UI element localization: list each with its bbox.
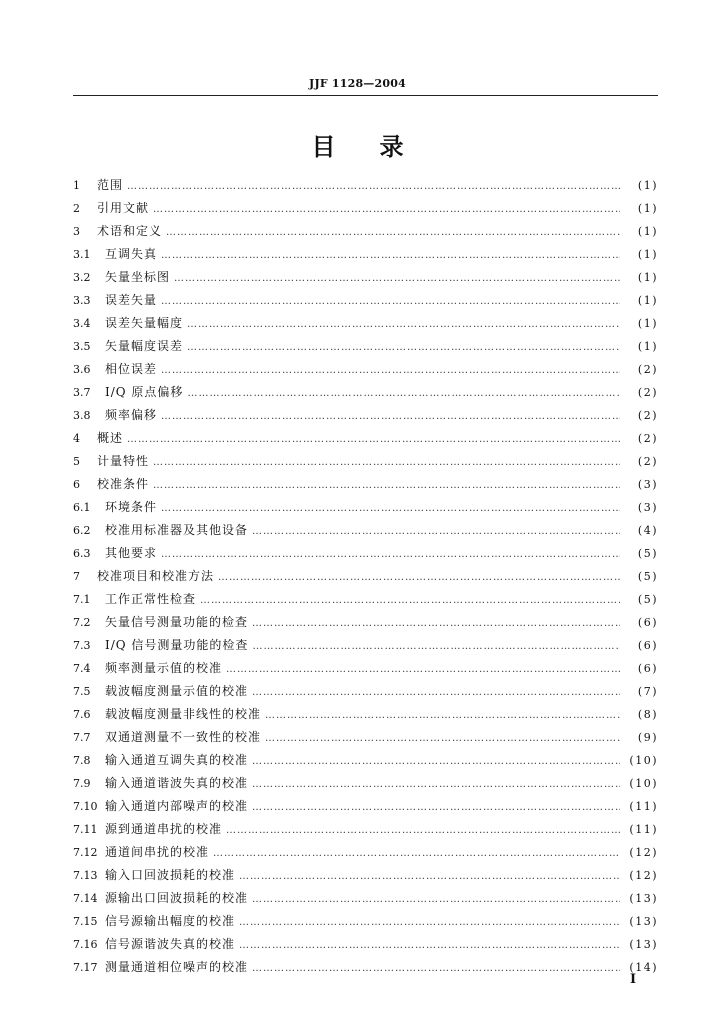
toc-entry-title: 校准条件 — [97, 477, 150, 491]
toc-entry-number: 7.11 — [73, 823, 98, 836]
toc-entry — [73, 291, 658, 314]
toc-entry-number: 3.7 — [73, 386, 91, 399]
toc-entry-title: 输入通道内部噪声的校准 — [105, 799, 249, 813]
toc-entry — [73, 682, 658, 705]
toc-dot-leader — [174, 273, 620, 284]
toc-entry-page: (5) — [637, 547, 658, 560]
toc-entry — [73, 544, 658, 567]
toc-entry-page: (6) — [637, 662, 658, 675]
toc-entry-title: 误差矢量 — [105, 293, 158, 307]
toc-entry-page: (5) — [637, 570, 658, 583]
toc-entry — [73, 636, 658, 659]
toc-entry-title: 其他要求 — [105, 546, 158, 560]
toc-entry-page: (14) — [629, 961, 658, 974]
toc-entry-number: 3.8 — [73, 409, 91, 422]
toc-entry-page: (2) — [637, 363, 658, 376]
toc-entry — [73, 958, 658, 981]
toc-dot-leader — [200, 595, 620, 606]
toc-entry-title: 源到通道串扰的校准 — [105, 822, 223, 836]
toc-entry-number: 7.12 — [73, 846, 98, 859]
toc-entry-number: 7.15 — [73, 915, 98, 928]
toc-dot-leader — [161, 411, 620, 422]
toc-entry-title: 双通道测量不一致性的校准 — [105, 730, 262, 744]
toc-entry-page: (6) — [637, 616, 658, 629]
toc-entry-number: 3.1 — [73, 248, 91, 261]
toc-entry — [73, 728, 658, 751]
toc-entry — [73, 498, 658, 521]
toc-dot-leader — [153, 480, 620, 491]
toc-entry-title: 源输出口回波损耗的校准 — [105, 891, 249, 905]
toc-entry — [73, 590, 658, 613]
toc-entry-number: 7.9 — [73, 777, 91, 790]
toc-entry-number: 7.10 — [73, 800, 98, 813]
toc-entry-page: (1) — [637, 317, 658, 330]
toc-entry — [73, 659, 658, 682]
toc-dot-leader — [252, 641, 620, 652]
toc-entry-number: 1 — [73, 179, 80, 192]
toc-entry-page: (13) — [629, 892, 658, 905]
toc-entry — [73, 383, 658, 406]
toc-entry-number: 6.3 — [73, 547, 91, 560]
toc-entry-page: (13) — [629, 915, 658, 928]
toc-entry-title: 载波幅度测量示值的校准 — [105, 684, 249, 698]
toc-dot-leader — [252, 779, 620, 790]
toc-entry-page: (1) — [637, 271, 658, 284]
toc-entry-page: (1) — [637, 248, 658, 261]
toc-entry-page: (1) — [637, 340, 658, 353]
toc-entry — [73, 245, 658, 268]
toc-entry-number: 7.14 — [73, 892, 98, 905]
toc-entry-number: 7.16 — [73, 938, 98, 951]
toc-entry-number: 6 — [73, 478, 80, 491]
toc-entry-page: (1) — [637, 202, 658, 215]
toc-dot-leader — [187, 342, 620, 353]
toc-entry — [73, 475, 658, 498]
toc-entry-page: (11) — [629, 800, 658, 813]
toc-entry-title: 计量特性 — [97, 454, 150, 468]
toc-dot-leader — [226, 825, 620, 836]
toc-dot-leader — [153, 457, 620, 468]
toc-entry — [73, 360, 658, 383]
toc-entry-number: 7.5 — [73, 685, 91, 698]
toc-entry-number: 6.2 — [73, 524, 91, 537]
toc-entry-title: 矢量坐标图 — [105, 270, 171, 284]
toc-dot-leader — [161, 296, 620, 307]
toc-entry — [73, 176, 658, 199]
toc-dot-leader — [213, 848, 620, 859]
toc-entry-title: 校准用标准器及其他设备 — [105, 523, 249, 537]
page-title: 目录 — [311, 132, 448, 161]
toc-entry-page: (8) — [637, 708, 658, 721]
toc-entry — [73, 613, 658, 636]
toc-entry-page: (13) — [629, 938, 658, 951]
toc-entry — [73, 268, 658, 291]
toc-entry-number: 5 — [73, 455, 80, 468]
toc-entry — [73, 889, 658, 912]
toc-entry-title: 工作正常性检查 — [105, 592, 197, 606]
toc-entry — [73, 843, 658, 866]
toc-dot-leader — [127, 434, 620, 445]
toc-dot-leader — [161, 503, 620, 514]
toc-entry-page: (2) — [637, 386, 658, 399]
toc-entry-title: 校准项目和校准方法 — [97, 569, 215, 583]
toc-dot-leader — [252, 687, 620, 698]
toc-entry-number: 7.13 — [73, 869, 98, 882]
toc-entry-page: (1) — [637, 225, 658, 238]
page-number: I — [630, 972, 637, 987]
toc-entry-number: 3.3 — [73, 294, 91, 307]
toc-dot-leader — [252, 894, 620, 905]
toc-entry-number: 3.2 — [73, 271, 91, 284]
toc-entry-page: (11) — [629, 823, 658, 836]
toc-entry — [73, 751, 658, 774]
toc-entry — [73, 935, 658, 958]
toc-entry — [73, 705, 658, 728]
toc-entry-number: 3 — [73, 225, 80, 238]
toc-entry-page: (3) — [637, 501, 658, 514]
toc-entry — [73, 774, 658, 797]
toc-entry-title: 频率测量示值的校准 — [105, 661, 223, 675]
toc-entry-title: 误差矢量幅度 — [105, 316, 184, 330]
toc-entry — [73, 429, 658, 452]
toc-entry-number: 7 — [73, 570, 80, 583]
toc-entry-title: 范围 — [97, 178, 124, 192]
toc-entry-title: 互调失真 — [105, 247, 158, 261]
toc-entry-title: 输入口回波损耗的校准 — [105, 868, 236, 882]
toc-dot-leader — [153, 204, 620, 215]
toc-dot-leader — [187, 319, 620, 330]
toc-entry-number: 4 — [73, 432, 80, 445]
header-rule — [73, 95, 658, 96]
toc-entry-number: 3.5 — [73, 340, 91, 353]
toc-dot-leader — [252, 963, 620, 974]
toc-dot-leader — [226, 664, 620, 675]
toc-entry-page: (9) — [637, 731, 658, 744]
toc-entry-page: (2) — [637, 455, 658, 468]
toc-dot-leader — [161, 549, 620, 560]
toc-entry-title: 环境条件 — [105, 500, 158, 514]
toc-entry-page: (1) — [637, 179, 658, 192]
toc-dot-leader — [218, 572, 620, 583]
toc-entry-page: (1) — [637, 294, 658, 307]
toc-dot-leader — [239, 871, 620, 882]
toc-entry-number: 7.8 — [73, 754, 91, 767]
toc-entry — [73, 866, 658, 889]
toc-entry-number: 7.17 — [73, 961, 98, 974]
toc-dot-leader — [265, 710, 620, 721]
toc-entry-page: (7) — [637, 685, 658, 698]
toc-entry-number: 3.6 — [73, 363, 91, 376]
toc-dot-leader — [252, 526, 620, 537]
toc-entry-title: I/Q 原点偏移 — [105, 385, 184, 399]
toc-entry — [73, 912, 658, 935]
toc-entry-title: 测量通道相位噪声的校准 — [105, 960, 249, 974]
toc-dot-leader — [252, 756, 620, 767]
toc-entry-title: 输入通道谐波失真的校准 — [105, 776, 249, 790]
toc-entry-title: I/Q 信号测量功能的检查 — [105, 638, 249, 652]
toc-entry-page: (6) — [637, 639, 658, 652]
toc-entry-page: (5) — [637, 593, 658, 606]
toc-dot-leader — [166, 227, 620, 238]
toc-entry-title: 术语和定义 — [97, 224, 163, 238]
toc-entry — [73, 452, 658, 475]
table-of-contents — [73, 176, 658, 981]
toc-entry-number: 7.2 — [73, 616, 91, 629]
toc-dot-leader — [239, 917, 620, 928]
toc-entry — [73, 797, 658, 820]
toc-entry-title: 信号源输出幅度的校准 — [105, 914, 236, 928]
toc-entry-title: 矢量幅度误差 — [105, 339, 184, 353]
toc-entry-title: 通道间串扰的校准 — [105, 845, 210, 859]
toc-dot-leader — [252, 618, 620, 629]
toc-entry-title: 频率偏移 — [105, 408, 158, 422]
toc-entry — [73, 337, 658, 360]
toc-entry — [73, 521, 658, 544]
document-code: JJF 1128—2004 — [309, 77, 406, 90]
toc-dot-leader — [161, 250, 620, 261]
toc-entry-title: 概述 — [97, 431, 124, 445]
toc-entry-page: (12) — [629, 846, 658, 859]
toc-dot-leader — [127, 181, 620, 192]
toc-entry — [73, 314, 658, 337]
toc-dot-leader — [252, 802, 620, 813]
toc-entry-page: (4) — [637, 524, 658, 537]
toc-dot-leader — [265, 733, 620, 744]
toc-entry-page: (3) — [637, 478, 658, 491]
toc-entry-title: 输入通道互调失真的校准 — [105, 753, 249, 767]
toc-dot-leader — [239, 940, 620, 951]
toc-entry-number: 7.6 — [73, 708, 91, 721]
toc-entry-page: (12) — [629, 869, 658, 882]
toc-entry — [73, 199, 658, 222]
toc-entry-page: (2) — [637, 409, 658, 422]
toc-dot-leader — [187, 388, 620, 399]
toc-entry-title: 信号源谐波失真的校准 — [105, 937, 236, 951]
toc-entry — [73, 820, 658, 843]
toc-entry-page: (2) — [637, 432, 658, 445]
toc-entry-number: 3.4 — [73, 317, 91, 330]
toc-entry — [73, 406, 658, 429]
toc-entry-page: (10) — [629, 777, 658, 790]
toc-entry-title: 矢量信号测量功能的检查 — [105, 615, 249, 629]
toc-entry-number: 7.3 — [73, 639, 91, 652]
toc-dot-leader — [161, 365, 620, 376]
toc-entry — [73, 222, 658, 245]
toc-entry-title: 引用文献 — [97, 201, 150, 215]
toc-entry-number: 2 — [73, 202, 80, 215]
toc-entry-number: 7.1 — [73, 593, 91, 606]
toc-entry-page: (10) — [629, 754, 658, 767]
toc-entry-number: 6.1 — [73, 501, 91, 514]
toc-entry — [73, 567, 658, 590]
toc-entry-title: 载波幅度测量非线性的校准 — [105, 707, 262, 721]
toc-entry-number: 7.7 — [73, 731, 91, 744]
toc-entry-title: 相位误差 — [105, 362, 158, 376]
toc-entry-number: 7.4 — [73, 662, 91, 675]
